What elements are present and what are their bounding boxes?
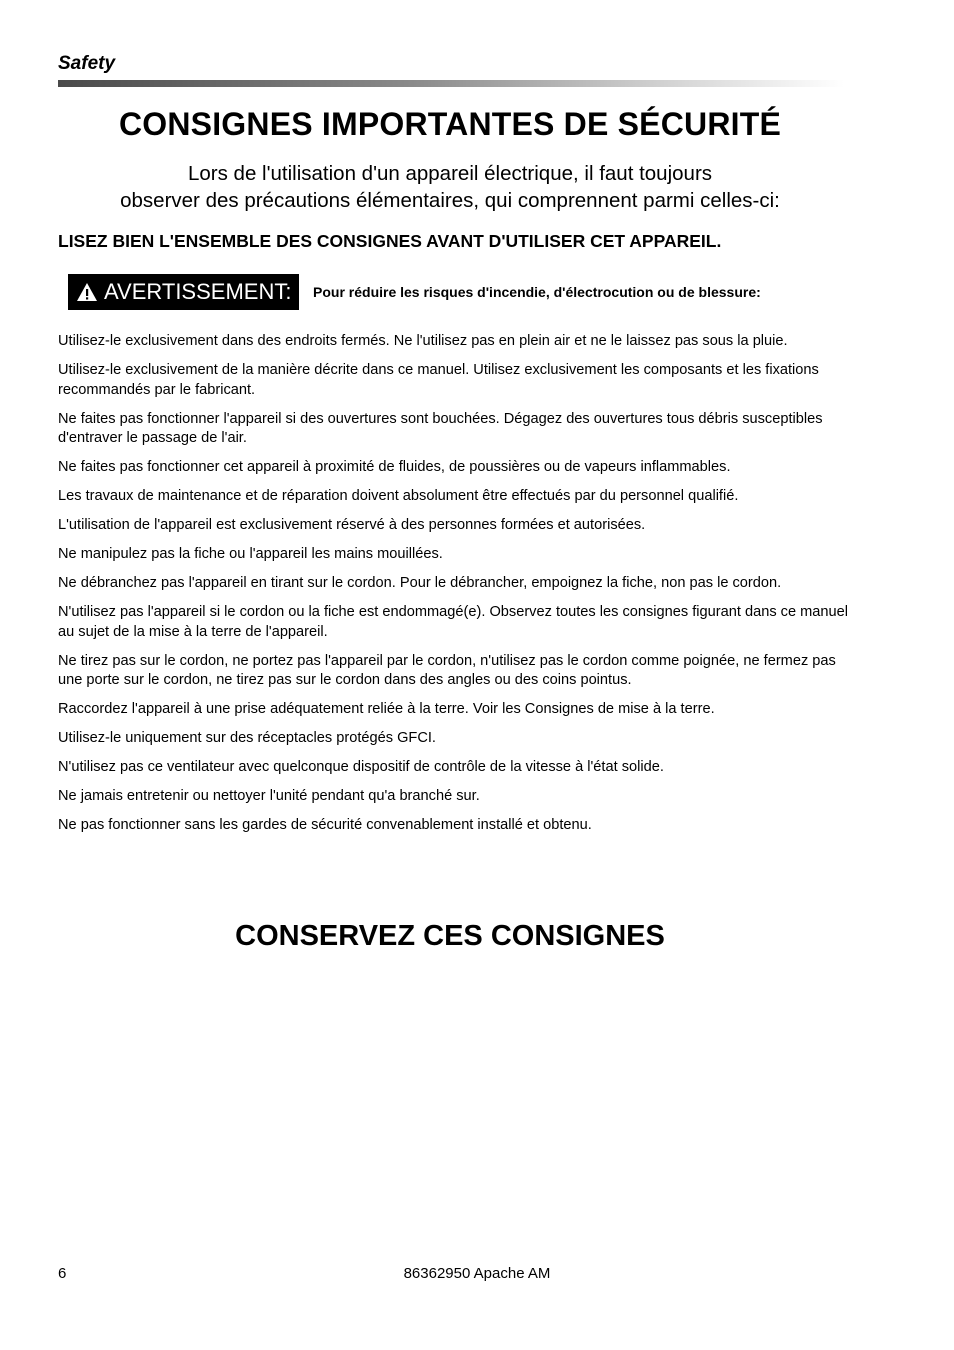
list-item: N'utilisez pas l'appareil si le cordon ou la fiche est endommagé(e). Observez toutes les consignes figurant dans ce manuel au sujet de la mise à la terre de l'appareil. bbox=[58, 604, 849, 640]
intro-line-1: Lors de l'utilisation d'un appareil électrique, il faut toujours bbox=[187, 162, 713, 185]
section-label: Safety bbox=[58, 53, 116, 74]
page-title: CONSIGNES IMPORTANTES DE SÉCURITÉ bbox=[118, 106, 782, 142]
warning-row bbox=[68, 274, 761, 310]
safety-rules-list bbox=[58, 332, 848, 845]
list-item: Raccordez l'appareil à une prise adéquatement reliée à la terre. Voir les Consignes de mise à la terre. bbox=[58, 701, 715, 717]
list-item: Ne faites pas fonctionner cet appareil à proximité de fluides, de poussières ou de vapeurs inflammables. bbox=[58, 459, 731, 475]
list-item: Utilisez-le uniquement sur des réceptacles protégés GFCI. bbox=[58, 730, 436, 746]
list-item: N'utilisez pas ce ventilateur avec quelconque dispositif de contrôle de la vitesse à l'état solide. bbox=[58, 759, 664, 775]
list-item: L'utilisation de l'appareil est exclusivement réservé à des personnes formées et autorisées. bbox=[58, 517, 646, 533]
intro-line-2: observer des précautions élémentaires, qui comprennent parmi celles-ci: bbox=[120, 189, 780, 212]
list-item: Ne manipulez pas la fiche ou l'appareil les mains mouillées. bbox=[58, 546, 443, 562]
list-item: Ne tirez pas sur le cordon, ne portez pas l'appareil par le cordon, n'utilisez pas le cordon comme poignée, ne fermez pas une porte sur le cordon, ne tirez pas sur le cordon dans des angles ou des coins pointus. bbox=[58, 652, 836, 688]
list-item: Ne pas fonctionner sans les gardes de sécurité convenablement installé et obtenu. bbox=[58, 817, 592, 833]
page-number: 6 bbox=[58, 1265, 67, 1282]
list-item: Les travaux de maintenance et de réparation doivent absolument être effectués par du personnel qualifié. bbox=[58, 488, 739, 504]
header-rule bbox=[58, 80, 844, 87]
warning-label: AVERTISSEMENT: bbox=[104, 279, 292, 304]
warning-text: Pour réduire les risques d'incendie, d'électrocution ou de blessure: bbox=[313, 284, 761, 300]
list-item: Utilisez-le exclusivement dans des endroits fermés. Ne l'utilisez pas en plein air et ne le laissez pas sous la pluie. bbox=[58, 333, 788, 349]
read-all-instructions: LISEZ BIEN L'ENSEMBLE DES CONSIGNES AVANT D'UTILISER CET APPAREIL. bbox=[58, 231, 722, 251]
save-instructions-title: CONSERVEZ CES CONSIGNES bbox=[235, 920, 665, 952]
document-id: 86362950 Apache AM bbox=[403, 1265, 551, 1282]
list-item: Ne faites pas fonctionner l'appareil si des ouvertures sont bouchées. Dégagez des ouvertures tous débris susceptibles d'entraver le passage de l'air. bbox=[58, 410, 823, 446]
list-item: Ne débranchez pas l'appareil en tirant sur le cordon. Pour le débrancher, empoignez la fiche, non pas le cordon. bbox=[58, 575, 782, 591]
list-item: Utilisez-le exclusivement de la manière décrite dans ce manuel. Utilisez exclusivement les composants et les fixations recommandés par le fabricant. bbox=[58, 362, 819, 398]
warning-badge bbox=[68, 274, 299, 310]
warning-triangle-icon bbox=[76, 282, 98, 302]
list-item: Ne jamais entretenir ou nettoyer l'unité pendant qu'a branché sur. bbox=[58, 788, 480, 804]
intro-text bbox=[0, 160, 900, 214]
